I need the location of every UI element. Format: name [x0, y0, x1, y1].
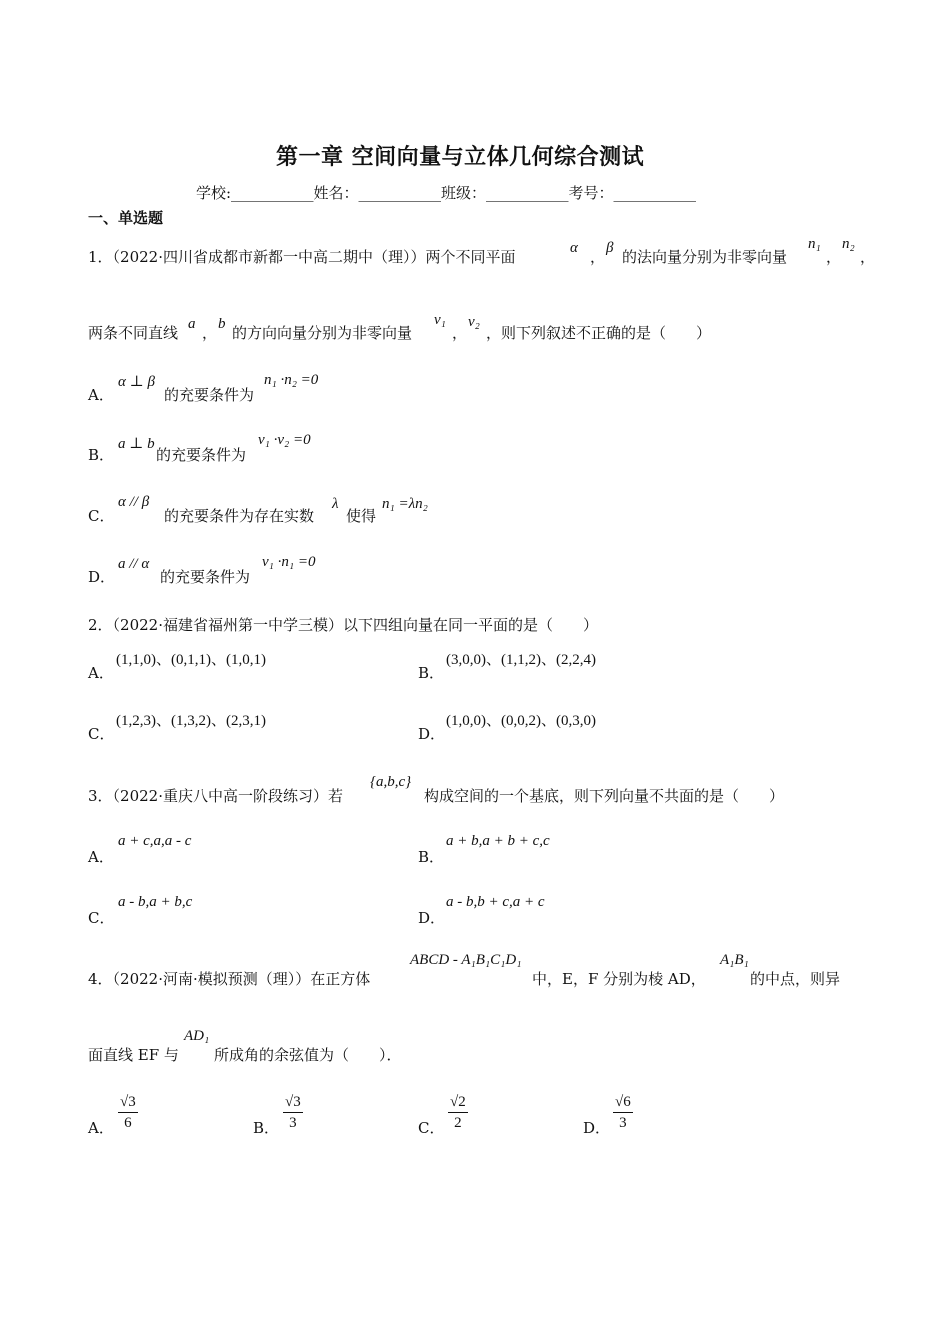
q1-comma: ，: [826, 248, 842, 266]
q4-option-c-denominator: 2: [454, 1115, 462, 1131]
q3-option-d-label: D．: [418, 909, 446, 927]
q4-option-a-numerator: √3: [118, 1092, 138, 1113]
q2-option-d-label: D．: [418, 725, 446, 743]
q1-option-c-text2: 使得: [346, 507, 377, 525]
q1-option-a-math: α ⊥ β: [118, 374, 155, 390]
q4-option-c-fraction: [448, 1092, 468, 1133]
q1-n2: n₂: [842, 236, 855, 252]
q4-line2-part2: 所成角的余弦值为（ ）．: [214, 1046, 402, 1064]
q1-a: a: [188, 316, 196, 332]
q4-cube: ABCD - A₁B₁C₁D₁: [410, 952, 522, 968]
q1-option-c-math2: n₁ =λn₂: [382, 496, 428, 512]
q2-option-a-math: (1,1,0)、(0,1,1)、(1,0,1): [116, 652, 266, 668]
q1-option-a-label: A．: [88, 386, 114, 404]
q4-line2-part1: 面直线 EF 与: [88, 1046, 179, 1064]
q3-stem-part1: 3．（2022·重庆八中高一阶段练习）若: [88, 787, 343, 805]
q4-option-a-label: A．: [88, 1119, 114, 1137]
q3-option-b-label: B．: [418, 848, 445, 866]
q3-basis: {a,b,c}: [370, 774, 412, 790]
q4-option-d-fraction: [613, 1092, 633, 1133]
q4-option-a-denominator: 6: [124, 1115, 132, 1131]
q1-sep: ，: [590, 248, 606, 266]
q1-comma3: ，: [452, 324, 468, 342]
q1-option-d-math2: v₁ ·n₁ =0: [262, 554, 316, 570]
q2-option-d-math: (1,0,0)、(0,0,2)、(0,3,0): [446, 713, 596, 729]
q1-beta: β: [606, 240, 614, 256]
q3-stem-part2: 构成空间的一个基底，则下列向量不共面的是（ ）: [424, 787, 785, 805]
q4-option-d-label: D．: [583, 1119, 611, 1137]
q4-stem-part3: 的中点，则异: [750, 970, 841, 988]
q2-option-b-math: (3,0,0)、(1,1,2)、(2,2,4): [446, 652, 596, 668]
q4-option-d-numerator: √6: [613, 1092, 633, 1113]
q4-option-b-label: B．: [253, 1119, 280, 1137]
q1-option-d-label: D．: [88, 568, 116, 586]
q3-option-d-math: a - b,b + c,a + c: [446, 894, 545, 910]
q1-option-b-text: 的充要条件为: [156, 446, 247, 464]
q1-option-d-math: a // α: [118, 556, 150, 572]
q2-option-b-label: B．: [418, 664, 445, 682]
q1-comma2: ，: [202, 324, 218, 342]
q1-option-c-math: α // β: [118, 494, 150, 510]
q1-option-c-label: C．: [88, 507, 115, 525]
q4-option-b-denominator: 3: [289, 1115, 297, 1131]
q1-stem-part1: 1．（2022·四川省成都市新都一中高二期中（理））两个不同平面: [88, 248, 516, 266]
q1-n1: n₁: [808, 236, 821, 252]
q2-option-a-label: A．: [88, 664, 114, 682]
q1-option-a-math2: n₁ ·n₂ =0: [264, 372, 319, 388]
q1-v2: v₂: [468, 314, 480, 330]
q2-option-c-math: (1,2,3)、(1,3,2)、(2,3,1): [116, 713, 266, 729]
q2-option-c-label: C．: [88, 725, 115, 743]
q1-b: b: [218, 316, 226, 332]
section-heading: 一、单选题: [88, 209, 164, 227]
q3-option-c-math: a - b,a + b,c: [118, 894, 193, 910]
q4-option-a-fraction: [118, 1092, 138, 1133]
q1-option-c-text: 的充要条件为存在实数: [164, 507, 315, 525]
q1-option-c-lambda: λ: [332, 496, 339, 512]
q3-option-c-label: C．: [88, 909, 115, 927]
q1-alpha: α: [570, 240, 578, 256]
q1-line2-part1: 两条不同直线: [88, 324, 179, 342]
q4-option-b-fraction: [283, 1092, 303, 1133]
q4-option-c-numerator: √2: [448, 1092, 468, 1113]
q4-option-c-label: C．: [418, 1119, 445, 1137]
q1-v1: v₁: [434, 312, 446, 328]
q3-option-a-label: A．: [88, 848, 114, 866]
q1-option-b-math: a ⊥ b: [118, 436, 155, 452]
q3-option-a-math: a + c,a,a - c: [118, 833, 192, 849]
q1-line2-part2: 的方向向量分别为非零向量: [232, 324, 413, 342]
q4-stem-part2: 中，E，F 分别为棱 AD，: [532, 970, 706, 988]
q1-tail-comma: ，: [860, 248, 876, 266]
q1-option-d-text: 的充要条件为: [160, 568, 251, 586]
q1-line2-part3: ，则下列叙述不正确的是（ ）: [486, 324, 712, 342]
q1-stem-part2: 的法向量分别为非零向量: [622, 248, 788, 266]
q2-stem: 2．（2022·福建省福州第一中学三模）以下四组向量在同一平面的是（ ）: [88, 616, 598, 634]
q3-option-b-math: a + b,a + b + c,c: [446, 833, 550, 849]
q4-stem-part1: 4．（2022·河南·模拟预测（理））在正方体: [88, 970, 371, 988]
q1-option-a-text: 的充要条件为: [164, 386, 255, 404]
page-title: 第一章 空间向量与立体几何综合测试: [276, 145, 645, 170]
q1-option-b-math2: v₁ ·v₂ =0: [258, 432, 311, 448]
q4-segment: A₁B₁: [720, 952, 749, 968]
student-info-line: 学校:___________姓名：___________班级：___________考号：___________: [196, 184, 697, 202]
q4-option-d-denominator: 3: [619, 1115, 627, 1131]
q4-ad1: AD₁: [184, 1028, 210, 1044]
q4-option-b-numerator: √3: [283, 1092, 303, 1113]
q1-option-b-label: B．: [88, 446, 115, 464]
